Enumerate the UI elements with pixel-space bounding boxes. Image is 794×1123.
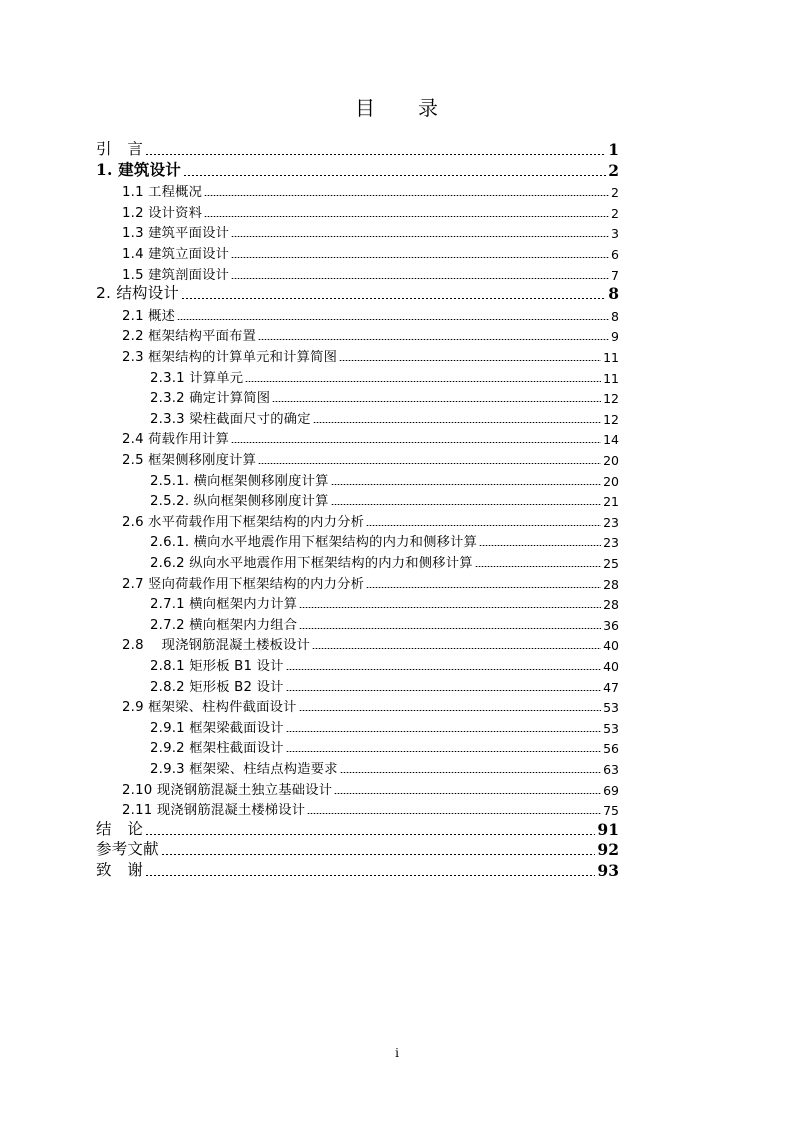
toc-entry-page: 20 xyxy=(603,473,619,489)
toc-entry-page: 28 xyxy=(603,576,619,592)
toc-entry[interactable] xyxy=(122,304,619,324)
toc-entry[interactable] xyxy=(150,489,619,509)
toc-entry-label: 2.7.1 横向框架内力计算 xyxy=(150,597,298,613)
dot-leader xyxy=(339,360,601,361)
toc-entry-page: 2 xyxy=(608,160,619,180)
toc-entry-page: 92 xyxy=(597,840,619,860)
toc-entry-page: 53 xyxy=(603,700,619,716)
dot-leader xyxy=(204,216,609,217)
dot-leader xyxy=(366,525,601,526)
toc-entry-page: 1 xyxy=(608,140,619,159)
toc-entry[interactable] xyxy=(150,386,619,406)
toc-entry-label: 2.6.2 纵向水平地震作用下框架结构的内力和侧移计算 xyxy=(150,556,473,571)
toc-entry-label: 2.6 水平荷载作用下框架结构的内力分析 xyxy=(122,514,365,530)
toc-entry-page: 53 xyxy=(603,720,619,736)
dot-leader xyxy=(231,278,609,279)
toc-entry[interactable] xyxy=(122,510,619,530)
dot-leader xyxy=(299,710,601,711)
toc-title: 目 录 xyxy=(355,96,439,120)
toc-entry[interactable] xyxy=(150,530,619,550)
toc-entry-label: 2.5.2. 纵向框架侧移刚度计算 xyxy=(150,494,329,510)
toc-entry-page: 47 xyxy=(603,679,619,695)
toc-entry-label: 1.3 建筑平面设计 xyxy=(122,226,230,242)
dot-leader xyxy=(145,875,595,876)
toc-entry-label: 2.9.2 框架柱截面设计 xyxy=(150,741,284,757)
toc-entry-label: 2.2 框架结构平面布置 xyxy=(122,329,257,345)
dot-leader xyxy=(299,628,601,629)
toc-entry-label: 引 言 xyxy=(96,140,144,158)
toc-entry-page: 40 xyxy=(603,638,619,654)
dot-leader xyxy=(231,236,609,237)
toc-entry-label: 2. 结构设计 xyxy=(96,284,180,303)
toc-entry[interactable] xyxy=(150,407,619,427)
toc-entry-label: 1. 建筑设计 xyxy=(96,159,181,179)
toc-entry[interactable] xyxy=(122,695,619,715)
toc-entry-page: 12 xyxy=(603,411,619,427)
toc-entry-page: 23 xyxy=(603,535,619,551)
dot-leader xyxy=(204,195,609,196)
toc-entry-page: 8 xyxy=(611,308,619,324)
toc-entry-label: 2.3.3 梁柱截面尺寸的确定 xyxy=(150,411,311,427)
toc-entry-label: 2.5 框架侧移刚度计算 xyxy=(122,453,257,468)
toc-entry[interactable] xyxy=(150,654,619,674)
toc-entry-page: 3 xyxy=(611,226,619,242)
toc-entry-label: 2.9.1 框架梁截面设计 xyxy=(150,720,284,736)
toc-entry-label: 2.10 现浇钢筋混凝土独立基础设计 xyxy=(122,782,333,798)
dot-leader xyxy=(307,813,601,814)
toc-entry-label: 2.8.1 矩形板 B1 设计 xyxy=(150,659,284,674)
toc-entry-label: 结 论 xyxy=(96,819,144,838)
toc-entry[interactable] xyxy=(96,860,619,880)
toc-entry-page: 2 xyxy=(611,185,619,201)
toc-entry-page: 63 xyxy=(603,762,619,777)
toc-entry[interactable] xyxy=(122,448,619,468)
dot-leader xyxy=(299,607,601,608)
toc-entry-label: 2.3 框架结构的计算单元和计算简图 xyxy=(122,350,338,365)
dot-leader xyxy=(145,154,606,155)
dot-leader xyxy=(312,648,601,649)
toc-entry[interactable] xyxy=(96,139,619,159)
toc-entry[interactable] xyxy=(150,613,619,633)
toc-entry-page: 28 xyxy=(603,597,619,613)
toc-entry-page: 11 xyxy=(603,370,619,386)
toc-entry[interactable] xyxy=(150,736,619,756)
toc-entry-label: 2.1 概述 xyxy=(122,308,176,324)
toc-entry-label: 2.7 竖向荷载作用下框架结构的内力分析 xyxy=(122,576,365,592)
toc-entry[interactable] xyxy=(150,551,619,571)
toc-entry-page: 36 xyxy=(603,617,619,633)
toc-entry[interactable] xyxy=(150,469,619,489)
dot-leader xyxy=(231,442,601,443)
toc-entry-page: 11 xyxy=(603,350,619,365)
toc-entry-label: 2.8.2 矩形板 B2 设计 xyxy=(150,679,284,695)
dot-leader xyxy=(286,690,602,691)
toc-entry-page: 20 xyxy=(603,453,619,468)
toc-entry-page: 9 xyxy=(611,329,619,345)
toc-entry-label: 2.9 框架梁、柱构件截面设计 xyxy=(122,700,297,716)
dot-leader xyxy=(161,854,596,855)
dot-leader xyxy=(286,731,601,732)
dot-leader xyxy=(479,545,601,546)
dot-leader xyxy=(475,566,601,567)
dot-leader xyxy=(183,175,606,176)
toc-entry-label: 1.4 建筑立面设计 xyxy=(122,247,230,262)
dot-leader xyxy=(145,834,595,835)
toc-entry-label: 2.7.2 横向框架内力组合 xyxy=(150,617,298,633)
toc-entry-label: 2.4 荷载作用计算 xyxy=(122,432,230,448)
toc-entry[interactable] xyxy=(122,778,619,798)
toc-entry-page: 12 xyxy=(603,391,619,407)
toc-entry[interactable] xyxy=(96,283,619,303)
toc-entry[interactable] xyxy=(122,242,619,262)
toc-entry-page: 56 xyxy=(603,741,619,757)
toc-entry[interactable] xyxy=(150,757,619,777)
toc-entry-page: 69 xyxy=(603,782,619,798)
toc-entry-label: 2.5.1. 横向框架侧移刚度计算 xyxy=(150,473,329,489)
toc-entry-label: 2.8 现浇钢筋混凝土楼板设计 xyxy=(122,638,311,654)
dot-leader xyxy=(258,339,609,340)
toc-entry-label: 2.9.3 框架梁、柱结点构造要求 xyxy=(150,762,338,777)
dot-leader xyxy=(272,401,601,402)
dot-leader xyxy=(177,319,609,320)
toc-entry-page: 40 xyxy=(603,659,619,674)
toc-entry[interactable] xyxy=(122,263,619,283)
dot-leader xyxy=(286,669,602,670)
toc-entry-label: 2.6.1. 横向水平地震作用下框架结构的内力和侧移计算 xyxy=(150,535,478,551)
dot-leader xyxy=(331,484,601,485)
dot-leader xyxy=(245,381,601,382)
dot-leader xyxy=(334,793,601,794)
toc-entry-label: 1.1 工程概况 xyxy=(122,185,203,201)
dot-leader xyxy=(366,587,601,588)
dot-leader xyxy=(258,463,601,464)
toc-entry[interactable] xyxy=(150,592,619,612)
toc-entry-page: 25 xyxy=(603,556,619,571)
dot-leader xyxy=(231,257,609,258)
toc-entry-page: 91 xyxy=(597,819,619,839)
toc-entry-page: 75 xyxy=(603,803,619,819)
toc-entry[interactable] xyxy=(122,345,619,365)
toc-entry[interactable] xyxy=(122,572,619,592)
toc-entry-page: 8 xyxy=(608,284,619,304)
toc-entry[interactable] xyxy=(150,675,619,695)
dot-leader xyxy=(340,772,601,773)
toc-entry-page: 2 xyxy=(611,205,619,221)
toc-entry[interactable] xyxy=(122,633,619,653)
toc-entry[interactable] xyxy=(122,427,619,447)
toc-entry[interactable] xyxy=(122,180,619,200)
toc-entry[interactable] xyxy=(96,819,619,839)
dot-leader xyxy=(181,298,606,299)
toc-entry-label: 1.5 建筑剖面设计 xyxy=(122,267,230,283)
dot-leader xyxy=(286,751,601,752)
toc-entry-page: 21 xyxy=(603,494,619,510)
toc-entry[interactable] xyxy=(122,201,619,221)
toc-entry-page: 7 xyxy=(611,267,619,283)
toc-entry-label: 参考文献 xyxy=(96,840,159,859)
toc-entry-label: 2.11 现浇钢筋混凝土楼梯设计 xyxy=(122,803,306,819)
dot-leader xyxy=(313,422,601,423)
toc-entry[interactable] xyxy=(96,160,619,180)
page-number: i xyxy=(395,1046,399,1060)
toc-entry-page: 6 xyxy=(611,247,619,262)
toc-entry-label: 2.3.2 确定计算简图 xyxy=(150,391,271,407)
toc-entry[interactable] xyxy=(96,839,619,859)
toc-entry-page: 14 xyxy=(603,432,619,448)
toc-entry-label: 1.2 设计资料 xyxy=(122,205,203,221)
toc-entry-page: 93 xyxy=(597,861,619,880)
toc-entry[interactable] xyxy=(150,366,619,386)
toc-entry-label: 2.3.1 计算单元 xyxy=(150,370,244,386)
toc-entry-page: 23 xyxy=(603,514,619,530)
toc-entry-label: 致 谢 xyxy=(96,861,144,879)
toc-entry[interactable] xyxy=(122,324,619,344)
toc-entry[interactable] xyxy=(122,798,619,818)
toc-entry[interactable] xyxy=(150,716,619,736)
toc-entry[interactable] xyxy=(122,221,619,241)
dot-leader xyxy=(331,504,601,505)
